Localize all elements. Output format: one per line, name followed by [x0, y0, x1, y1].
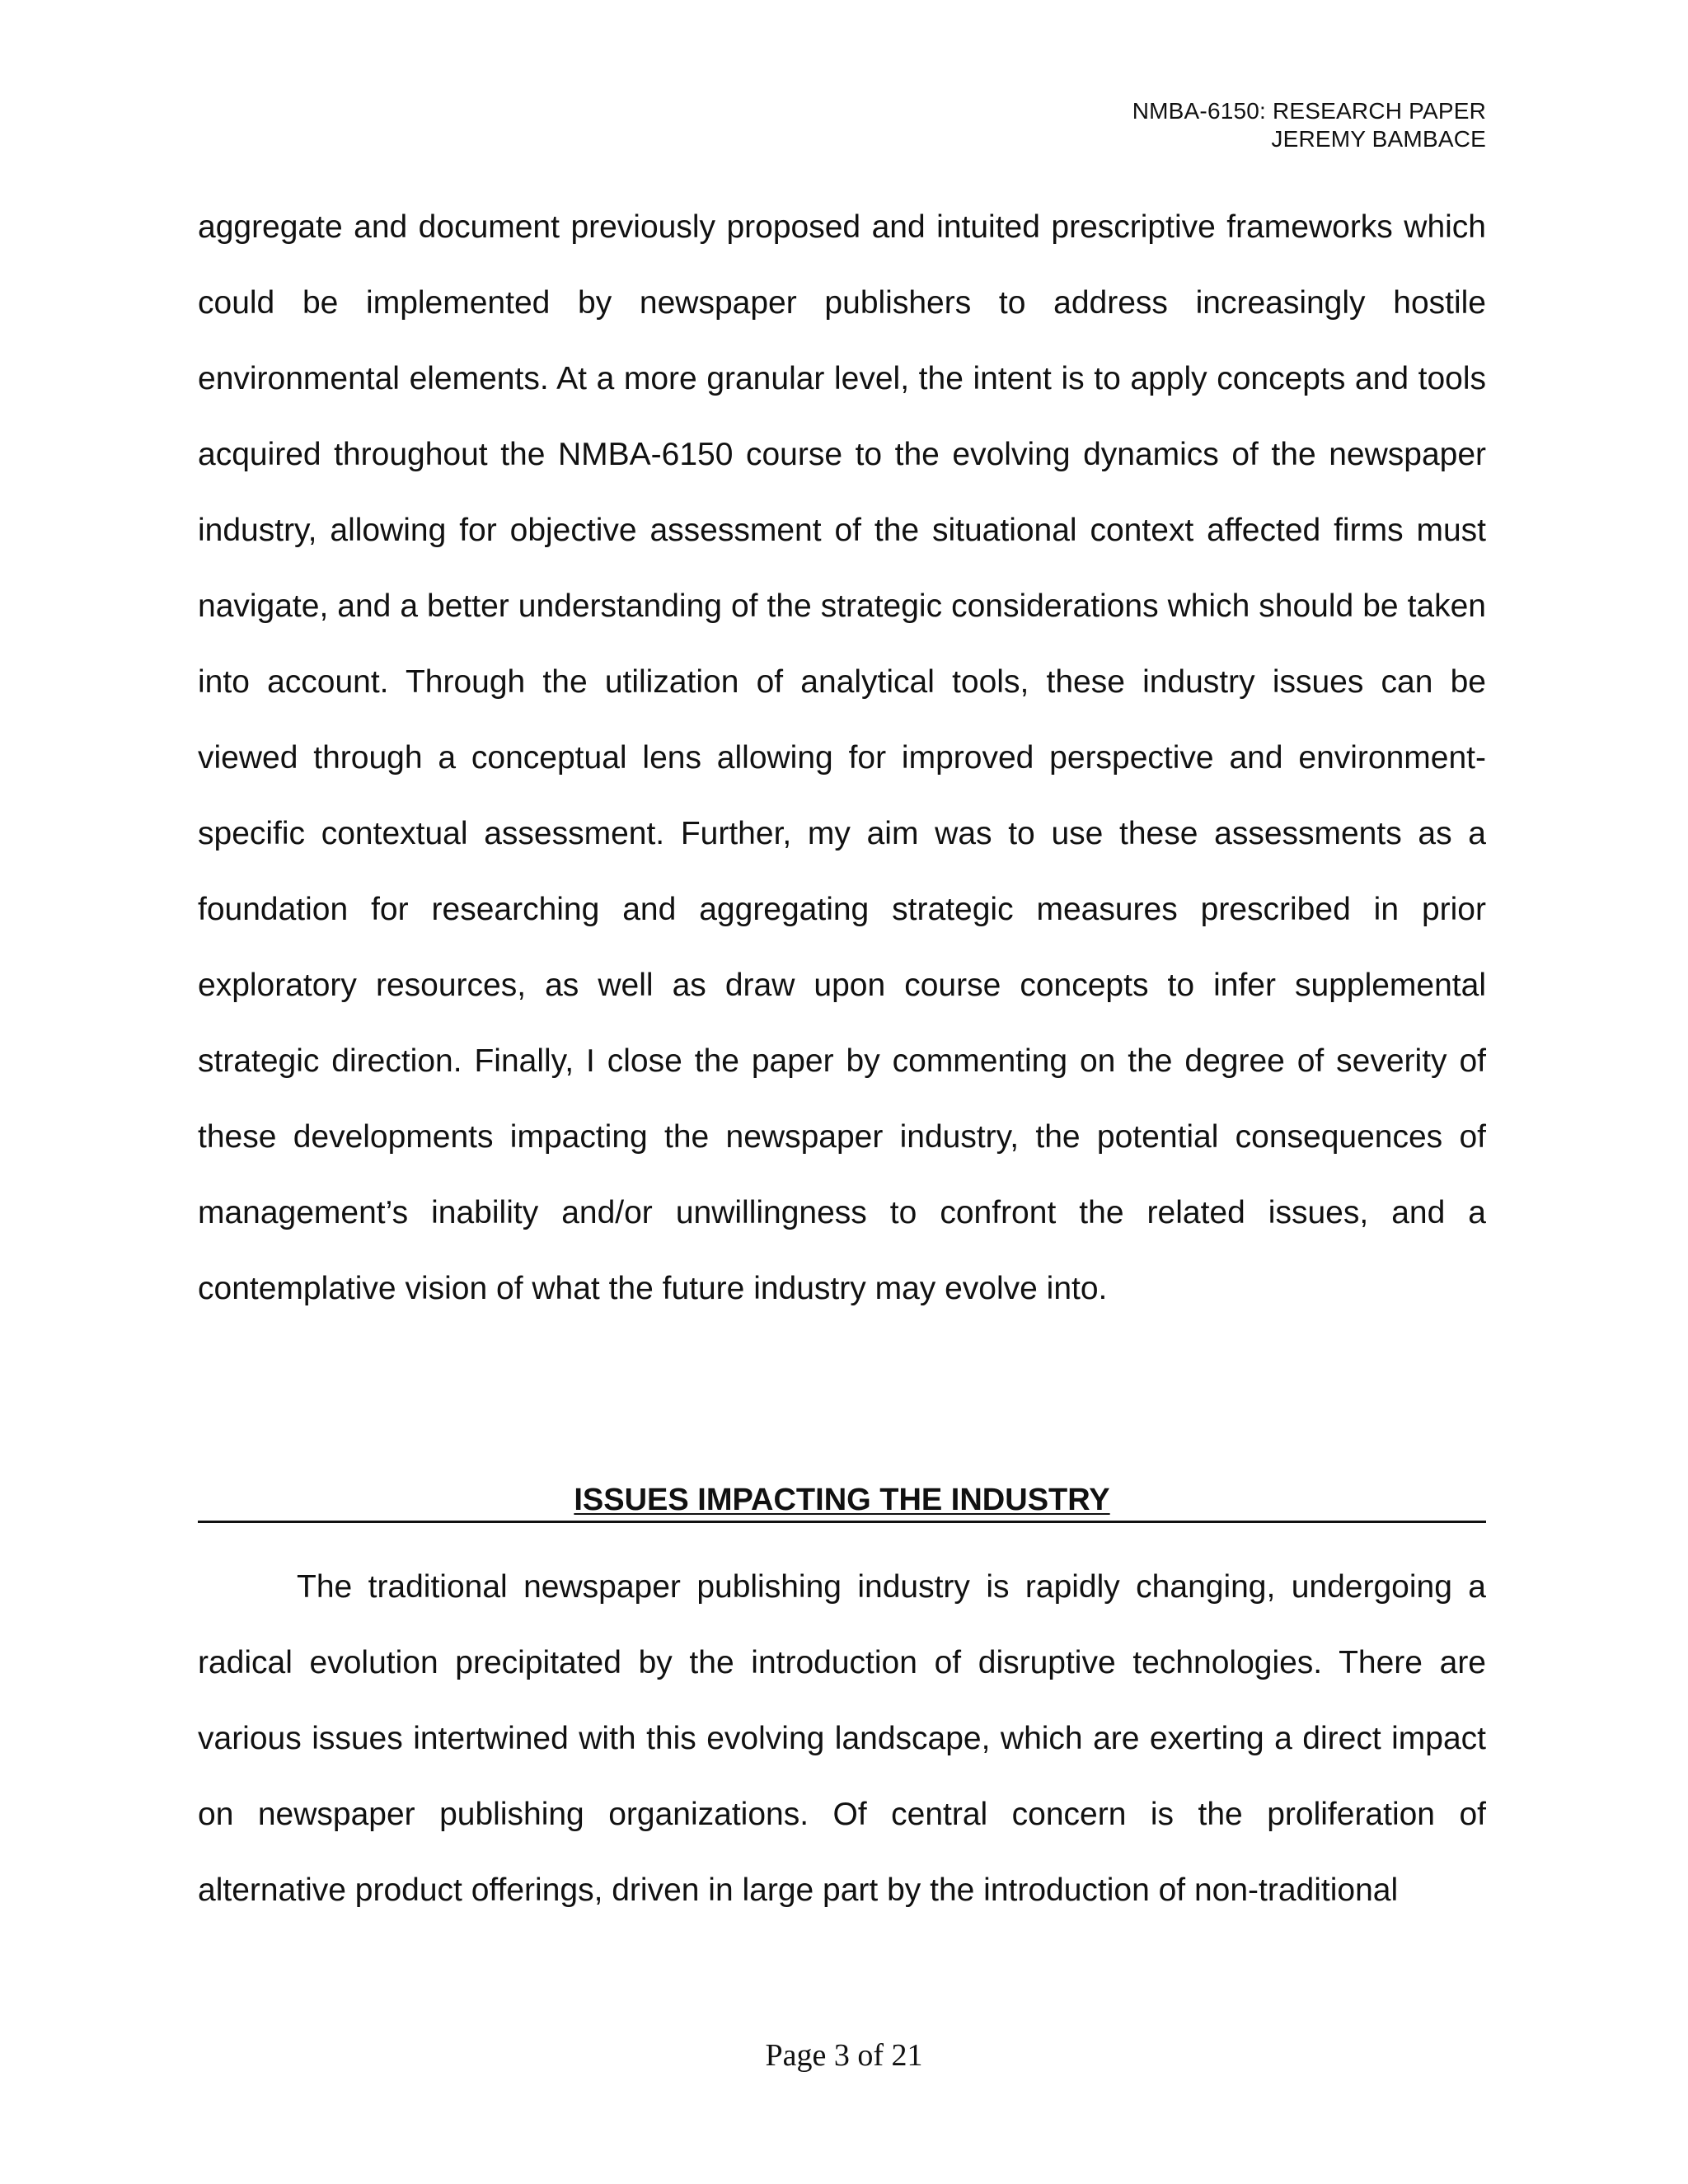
- page-number: Page 3 of 21: [765, 2038, 923, 2073]
- section-title-text: ISSUES IMPACTING THE INDUSTRY: [574, 1483, 1110, 1517]
- section-heading: [198, 1479, 1486, 1523]
- running-header: [1132, 97, 1486, 153]
- section-paragraph: The traditional newspaper publishing industry is rapidly changing, undergoing a radical evolution precipitated by the introduction of disruptive technologies. There are various issues intertwined with this evolving landscape, which are exerting a direct impact on newspaper publishing organizations. Of central concern is the proliferation of alternative product offerings, driven in large part by the introduction of non-traditional: [198, 1569, 1486, 1908]
- intro-paragraph: aggregate and document previously proposed and intuited prescriptive frameworks which could be implemented by newspaper publishers to address increasingly hostile environmental elements. At a more granular level, the intent is to apply concepts and tools acquired throughout the NMBA-6150 course to the evolving dynamics of the newspaper industry, allowing for objective assessment of the situational context affected firms must navigate, and a better understanding of the strategic considerations which should be taken into account. Through the utilization of analytical tools, these industry issues can be viewed through a conceptual lens allowing for improved perspective and environment-specific contextual assessment. Further, my aim was to use these assessments as a foundation for researching and aggregating strategic measures prescribed in prior exploratory resources, as well as draw upon course concepts to infer supplemental strategic direction. Finally, I close the paper by commenting on the degree of severity of these developments impacting the newspaper industry, the potential consequences of management’s inability and/or unwillingness to confront the related issues, and a contemplative vision of what the future industry may evolve into.: [198, 209, 1486, 1306]
- header-author-line: JEREMY BAMBACE: [1271, 126, 1486, 152]
- header-course-line: NMBA-6150: RESEARCH PAPER: [1132, 98, 1486, 124]
